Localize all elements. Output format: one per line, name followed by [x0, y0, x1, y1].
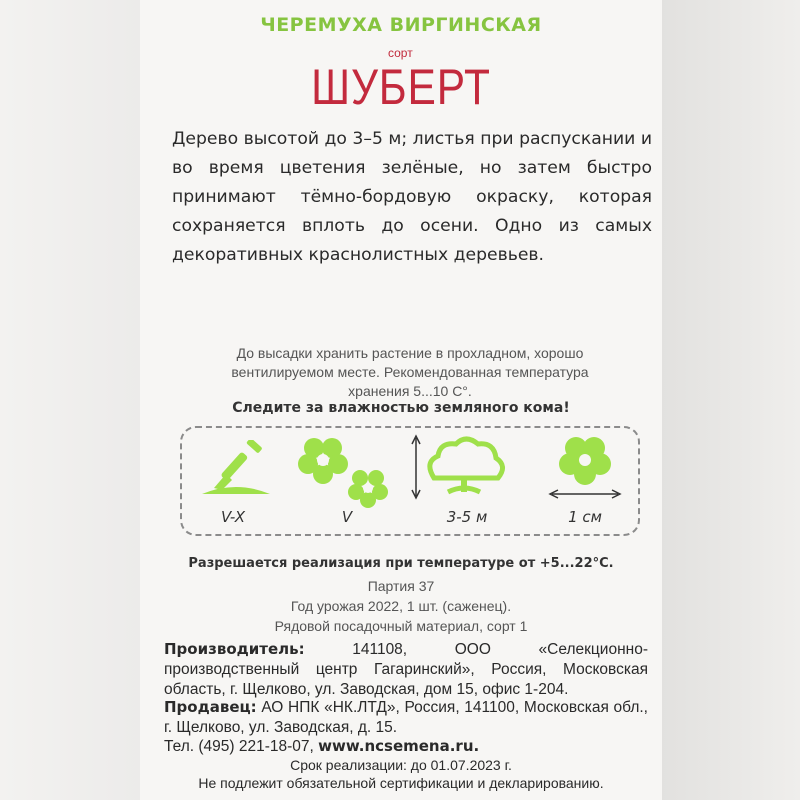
storage-line-1: До высадки хранить растение в прохладном, хорошо [236, 345, 584, 361]
description: Дерево высотой до 3–5 м; листья при распускании и во время цветения зелёные, но затем быстро принимают тёмно-бордовую окраску, которая сохраняется вплоть до осени. Одно из самых декоративных краснолистных деревьев. [172, 129, 652, 265]
certification-note: Не подлежит обязательной сертификации и декларированию. [198, 775, 604, 791]
material-grade: Рядовой посадочный материал, сорт 1 [274, 618, 528, 634]
flower-size-icon [544, 436, 624, 502]
storage-line-3: хранения 5...10 С°. [348, 383, 472, 399]
seller-label: Продавец: [164, 698, 257, 716]
sale-temperature: Разрешается реализация при температуре от +5...22°С. [188, 556, 614, 571]
producer-text: 141108, ООО «Селекционно-производственный центр Гагаринский», Россия, Московская область, г. Щелково, ул. Заводская, дом 15, офис 1-204. [164, 641, 648, 698]
batch: Партия 37 [367, 578, 435, 594]
website-link[interactable]: www.ncsemena.ru. [318, 737, 480, 755]
flower-size-label: 1 см [568, 508, 602, 526]
seller-text: АО НПК «НК.ЛТД», Россия, 141100, Московская обл., г. Щелково, ул. Заводская, д. 15. [164, 699, 648, 736]
seller-info [164, 697, 648, 738]
variety-name: ШУБЕРТ [311, 59, 491, 115]
producer-label: Производитель: [164, 640, 305, 658]
species-title: ЧЕРЕМУХА ВИРГИНСКАЯ [260, 14, 542, 36]
storage-line-2: вентилируемом месте. Рекомендованная температура [231, 364, 589, 380]
seed-packet-back [140, 0, 662, 800]
producer-info [164, 639, 648, 700]
phone: Тел. (495) 221-18-07, [164, 738, 314, 755]
planting-shovel-icon [196, 440, 276, 500]
tree-height-label: 3-5 м [446, 508, 488, 526]
tree-height-icon [408, 432, 518, 502]
moisture-warning: Следите за влажностью земляного кома! [232, 400, 570, 416]
expiry-date: Срок реализации: до 01.07.2023 г. [290, 757, 512, 773]
sort-label: сорт [388, 46, 413, 60]
contact-info [164, 736, 648, 757]
flowering-time-label: V [341, 508, 353, 526]
flowers-icon [294, 434, 394, 508]
storage-instructions [180, 344, 640, 401]
planting-time-label: V-X [220, 508, 246, 526]
background-right [660, 0, 800, 800]
icon-panel [180, 426, 640, 536]
background-left [0, 0, 140, 800]
harvest-year: Год урожая 2022, 1 шт. (саженец). [290, 598, 512, 614]
